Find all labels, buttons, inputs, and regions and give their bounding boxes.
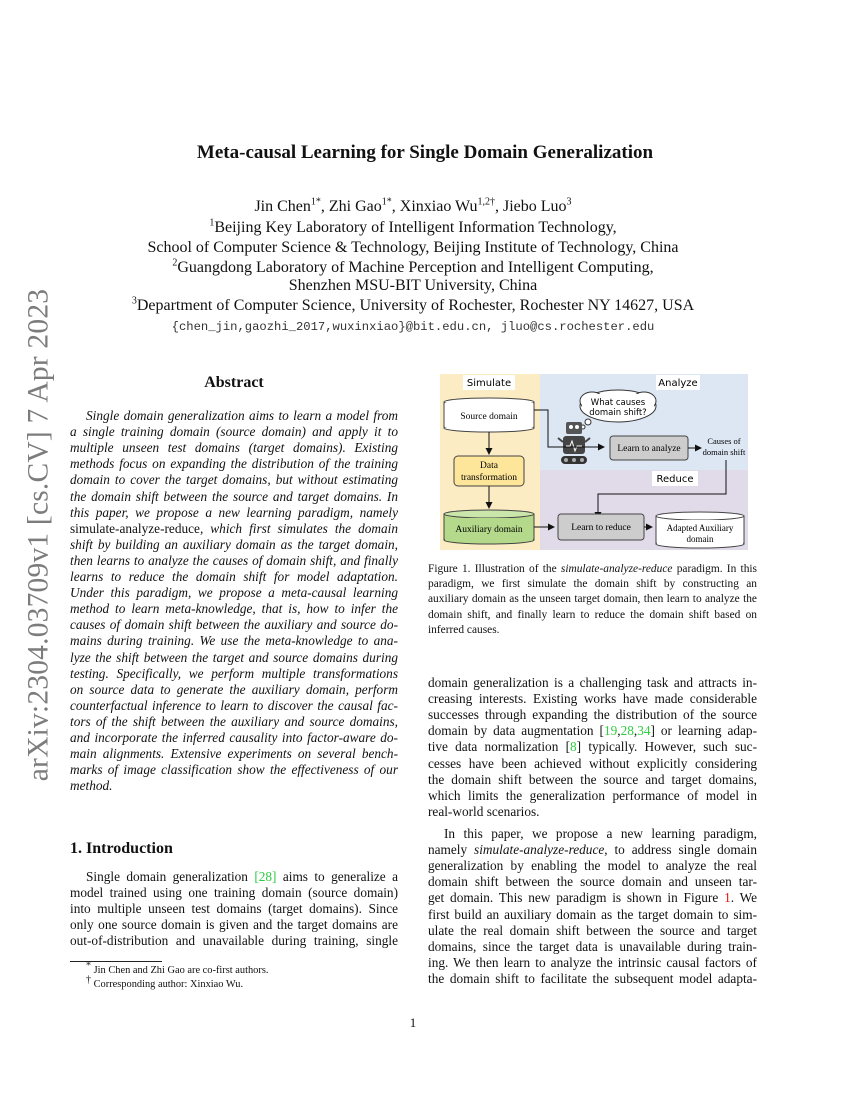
svg-text:domain shift?: domain shift?: [589, 408, 647, 418]
text-line: In this paper, we propose a new learning paradigm,: [444, 826, 757, 841]
causes-label: domain shift: [702, 447, 746, 457]
text-line: the domain shift to facilitate the subsequent model adapta-: [428, 970, 757, 986]
text-line: into multiple unseen test domains (target domains). Since: [70, 901, 398, 917]
text-line: namely simulate-analyze-reduce, to address single domain: [428, 842, 757, 858]
text-line: real-world scenarios.: [428, 803, 540, 819]
citation-link[interactable]: 8: [570, 739, 577, 755]
auxiliary-domain-node: [444, 510, 534, 544]
abstract-line: and incorporate the inferred causality into factor-aware do-: [70, 730, 398, 745]
abstract-line: the domain shift between the source and target domains. In: [70, 488, 398, 504]
figure-1: [440, 374, 748, 550]
abstract-line: on source data to generate the auxiliary domain, perform: [70, 681, 398, 697]
abstract-line: tors of the shift between the auxiliary and source domains,: [70, 713, 398, 729]
source-domain-node: [444, 398, 534, 432]
reduce-label: Reduce: [656, 474, 694, 485]
citation-link[interactable]: 19: [603, 723, 618, 739]
svg-text:Source domain: Source domain: [460, 412, 518, 422]
author-emails: {chen_jin,gaozhi_2017,wuxinxiao}@bit.edu.cn, jluo@cs.rochester.edu: [171, 320, 655, 334]
abstract-line: method to learn meta-knowledge, that is, how to infer the: [70, 601, 398, 617]
abstract-line: method.: [70, 778, 113, 794]
affiliation-line: $^3$Department of Computer Science, University of Rochester, Rochester NY 14627, USA: [131, 295, 695, 314]
intro-heading: 1. Introduction: [70, 840, 173, 857]
abstract-heading: Abstract: [204, 374, 264, 391]
analyze-label: Analyze: [658, 378, 698, 389]
text-line: Single domain generalization [28] aims to generalize a: [86, 869, 398, 884]
svg-text:transformation: transformation: [461, 473, 517, 483]
abstract-line: lyze the shift between the target and source domains during: [70, 649, 398, 665]
affiliation-line: $^2$Guangdong Laboratory of Machine Perception and Intelligent Computing,: [172, 257, 654, 276]
affiliation-line: School of Computer Science & Technology, Beijing Institute of Technology, China: [147, 239, 679, 256]
abstract-line: methods focus on expanding the distribution of the training: [70, 456, 398, 472]
paper-title: Meta-causal Learning for Single Domain Generalization: [196, 142, 654, 163]
text-line: successes through expanding the distribution of the source: [428, 707, 757, 723]
figure-caption: Figure 1. Illustration of the simulate-analyze-reduce paradigm. In this paradigm, we first simulate the domain shift by constructing an auxiliary domain as the unseen target domain, then learn to analyze the domain shift, and finally learn to reduce the domain shift based on inferred causes.: [428, 563, 757, 636]
text-line: domain generalization is a challenging task and attracts in-: [428, 675, 757, 690]
adapted-auxiliary-node: [656, 512, 744, 548]
abstract-line: then learns to analyze the causes of domain shift, and finally: [70, 552, 398, 568]
svg-text:Learn to analyze: Learn to analyze: [617, 444, 681, 454]
data-transformation-node: [454, 456, 524, 486]
abstract-line: learns to reduce the domain shift for model adaptation.: [70, 569, 398, 584]
footnote: † Corresponding author: Xinxiao Wu.: [86, 974, 244, 990]
text-line: only one source domain is given and the target domains are: [70, 917, 398, 933]
abstract-line: Single domain generalization aims to learn a model from: [86, 408, 398, 423]
abstract-line: causes of domain shift between the auxiliary and source do-: [70, 617, 398, 633]
page-number: 1: [409, 1015, 417, 1030]
arxiv-stamp: arXiv:2304.03709v1 [cs.CV] 7 Apr 2023: [22, 288, 55, 782]
citation-link[interactable]: [28]: [254, 869, 277, 884]
svg-text:Learn to reduce: Learn to reduce: [571, 523, 631, 533]
text-line: creasing interests. Existing works have made considerable: [428, 691, 757, 707]
text-line: cesses have been achieved without explicitly considering: [428, 755, 757, 771]
footnote-rule: [70, 961, 162, 962]
author-name: Jiebo Luo: [503, 198, 567, 215]
text-line: the domain shift between the source and target domains,: [428, 771, 757, 787]
simulate-label: Simulate: [466, 378, 512, 389]
abstract-line: a single training domain (source domain) and apply it to: [70, 424, 398, 440]
footnote: * Jin Chen and Zhi Gao are co-first authors.: [86, 960, 269, 976]
citation-link[interactable]: 28: [620, 723, 634, 739]
svg-text:Data: Data: [480, 461, 498, 471]
svg-text:domain: domain: [686, 534, 714, 544]
text-line: domain by data augmentation [19,28,34] or learning adap-: [428, 723, 757, 739]
text-line: tive data normalization [8] typically. However, such suc-: [428, 739, 757, 755]
abstract-line: main alignments. Extensive experiments on several bench-: [70, 746, 398, 762]
abstract-line: Under this paradigm, we propose a meta-causal learning: [70, 585, 398, 601]
author-list: Jin Chen$^{1*}$, Zhi Gao$^{1*}$, Xinxiao $Wu^{1,2\dagger}$, Jiebo Luo$^3$: [254, 196, 572, 215]
abstract-line: marks of image classification show the effectiveness of our: [70, 762, 398, 778]
abstract-line: testing. Specifically, we perform multiple transformations: [70, 665, 398, 681]
figure-reference-link[interactable]: 1: [724, 890, 731, 906]
svg-text:Adapted Auxiliary: Adapted Auxiliary: [666, 523, 734, 533]
learn-to-reduce-node: [558, 514, 644, 540]
citation-link[interactable]: 34: [637, 723, 651, 739]
text-line: which limits the generalization performance of model in: [428, 787, 757, 803]
causes-label: Causes of: [707, 436, 741, 446]
abstract-line: this paper, we propose a new learning paradigm, namely: [70, 504, 398, 520]
affiliation-line: $^1$Beijing Key Laboratory of Intelligent Information Technology,: [209, 217, 617, 236]
learn-to-analyze-node: [610, 436, 688, 460]
text-line: generalization by enabling the model to analyze the real: [428, 858, 757, 874]
abstract-line: shift by building an auxiliary domain as the target domain,: [70, 536, 398, 552]
abstract-line: multiple unseen test domains (target domains). Existing: [70, 440, 398, 456]
abstract-line: counterfactual inference to learn to discover the causal fac-: [70, 697, 398, 713]
text-line: domain shift between the source domain and unseen tar-: [428, 874, 757, 890]
text-line: ing. We then learn to analyze the intrinsic causal factors of: [428, 954, 757, 970]
svg-text:What causes: What causes: [590, 398, 646, 408]
text-line: get domain. This new paradigm is shown in Figure 1. We: [428, 890, 757, 906]
text-line: ulate the real domain shift between the source and target: [428, 922, 757, 938]
abstract-line: simulate-analyze-reduce, which first simulates the domain: [70, 520, 398, 536]
text-line: model trained using one training domain (source domain): [70, 885, 398, 901]
author-name: Xinxiao Wu: [399, 198, 478, 215]
abstract-line: domain to cover the target domains, but without estimating: [70, 472, 398, 488]
author-name: Zhi Gao: [328, 198, 382, 215]
svg-text:Auxiliary domain: Auxiliary domain: [455, 525, 523, 535]
text-line: out-of-distribution and unavailable during training, single: [70, 933, 398, 949]
abstract-line: mains during training. We use the meta-knowledge to ana-: [70, 633, 398, 649]
author-name: Jin Chen: [254, 198, 311, 215]
affiliation-line: Shenzhen MSU-BIT University, China: [288, 277, 538, 294]
text-line: first build an auxiliary domain as the target domain to sim-: [428, 906, 757, 922]
text-line: domains, since the target data is unavailable during train-: [428, 938, 757, 954]
